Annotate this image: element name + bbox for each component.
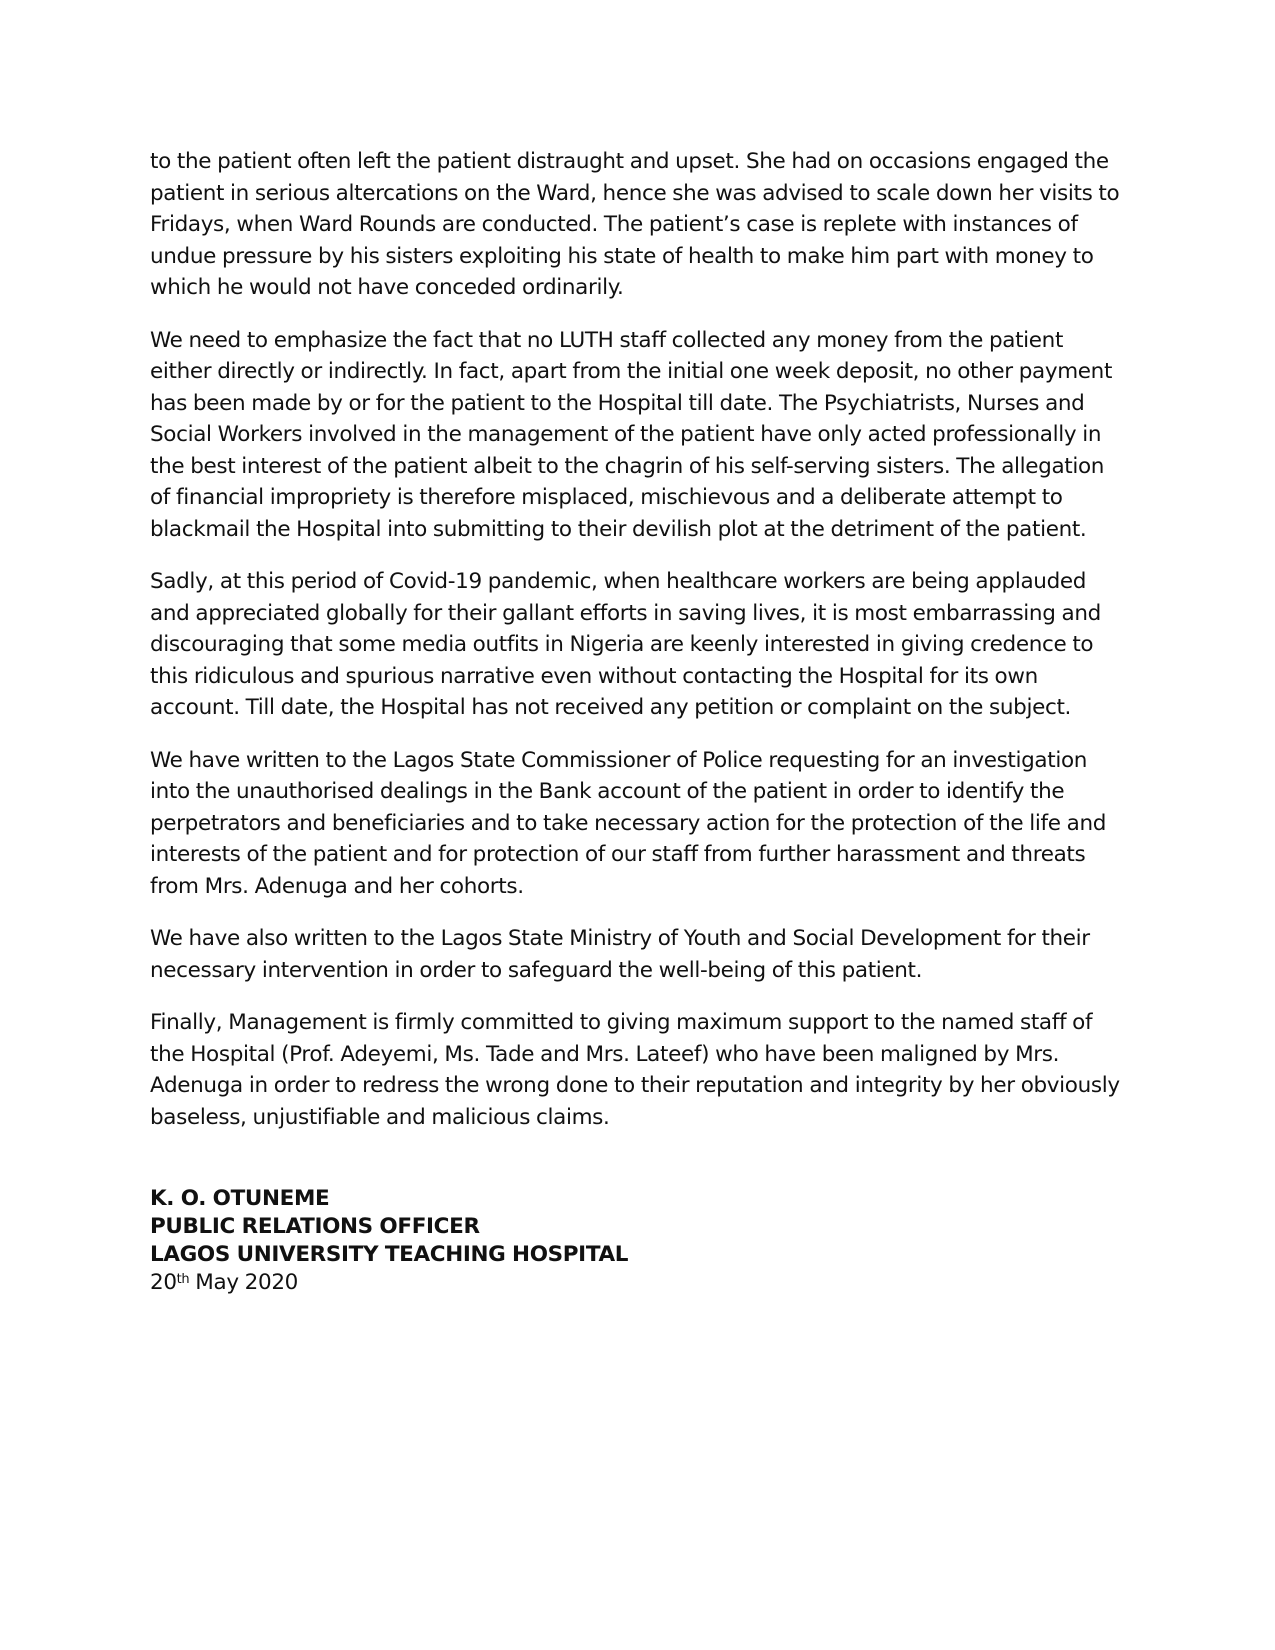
- date-ordinal-suffix: th: [176, 1271, 190, 1287]
- signatory-name: K. O. OTUNEME: [150, 1186, 330, 1211]
- signature-block: [150, 1185, 1125, 1297]
- document-body: [150, 146, 1125, 1297]
- paragraph-covid-media: Sadly, at this period of Covid-19 pandemic, when healthcare workers are being applauded and appreciated globally for their gallant efforts in saving lives, it is most embarrassing and discouraging that some media outfits in Nigeria are keenly interested in giving credence to this ridiculous and spurious narrative even without contacting the Hospital for its own account. Till date, the Hospital has not received any petition or complaint on the subject.: [150, 569, 1101, 720]
- date-month-year: May 2020: [189, 1270, 298, 1295]
- paragraph-police-request: We have written to the Lagos State Commissioner of Police requesting for an investigation into the unauthorised dealings in the Bank account of the patient in order to identify the perpetrators and beneficiaries and to take necessary action for the protection of the life and interests of the patient and for protection of our staff from further harassment and threats from Mrs. Adenuga and her cohorts.: [150, 747, 1107, 899]
- signatory-organization: LAGOS UNIVERSITY TEACHING HOSPITAL: [150, 1242, 629, 1267]
- paragraph-management-support: Finally, Management is firmly committed to giving maximum support to the named staff of the Hospital (Prof. Adeyemi, Ms. Tade and Mrs. Lateef) who have been maligned by Mrs. Adenuga in order to redress the wrong done to their reputation and integrity by her obviously baseless, unjustifiable and malicious claims.: [150, 1010, 1120, 1130]
- paragraph-patient-visits: to the patient often left the patient distraught and upset. She had on occasions engaged the patient in serious altercations on the Ward, hence she was advised to scale down her visits to Fridays, when Ward Rounds are conducted. The patient’s case is replete with instances of undue pressure by his sisters exploiting his state of health to make him part with money to which he would not have conceded ordinarily.: [150, 149, 1120, 300]
- statement-date: [150, 1269, 1125, 1297]
- paragraph-ministry-intervention: We have also written to the Lagos State Ministry of Youth and Social Development for their necessary intervention in order to safeguard the well-being of this patient.: [150, 926, 1090, 983]
- signatory-title: PUBLIC RELATIONS OFFICER: [150, 1214, 480, 1239]
- date-day: 20: [150, 1270, 177, 1295]
- paragraph-no-money-collected: We need to emphasize the fact that no LUTH staff collected any money from the patient either directly or indirectly. In fact, apart from the initial one week deposit, no other payment has been made by or for the patient to the Hospital till date. The Psychiatrists, Nurses and Social Workers involved in the management of the patient have only acted professionally in the best interest of the patient albeit to the chagrin of his self-serving sisters. The allegation of financial impropriety is therefore misplaced, mischievous and a deliberate attempt to blackmail the Hospital into submitting to their devilish plot at the detriment of the patient.: [150, 327, 1113, 542]
